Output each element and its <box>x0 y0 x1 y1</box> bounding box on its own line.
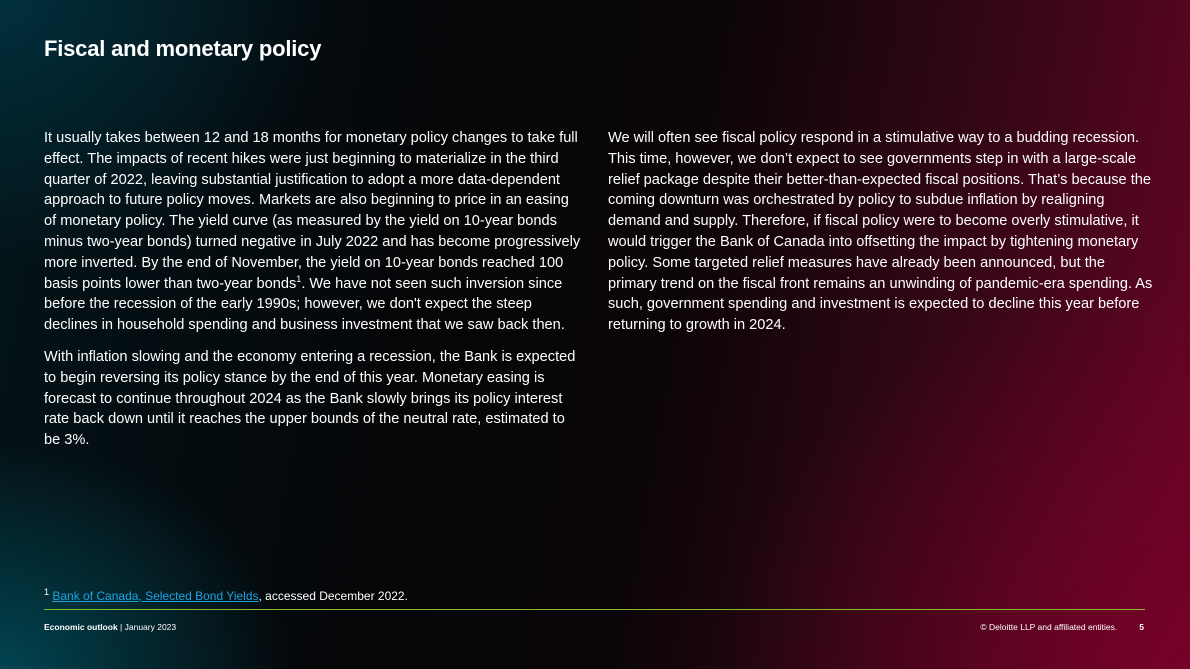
footnote-suffix: , accessed December 2022. <box>258 589 408 603</box>
right-column <box>608 128 1156 347</box>
footer-right <box>980 622 1144 632</box>
footnote <box>44 589 408 603</box>
paragraph-text: It usually takes between 12 and 18 months for monetary policy changes to take full effect. The impacts of recent hikes were just beginning to materialize in the third quarter of 2022, leaving substantial justification to adopt a more data-dependent approach to future policy moves. Markets are also beginning to price in an easing of monetary policy. The yield curve (as measured by the yield on 10-year bonds minus two-year bonds) turned negative in July 2022 and has become progressively more inverted. By the end of November, the yield on 10-year bonds reached 100 basis points lower than two-year bonds <box>44 130 581 292</box>
footer-separator: | <box>117 622 125 632</box>
page-number: 5 <box>1139 622 1144 632</box>
paragraph-monetary-policy <box>44 128 584 336</box>
paragraph-inflation-outlook: With inflation slowing and the economy entering a recession, the Bank is expected to begin reversing its policy stance by the end of this year. Monetary easing is forecast to continue throughout 2024 as the Bank slowly brings its policy interest rate back down until it reaches the upper bounds of the neutral rate, estimated to be 3%. <box>44 348 576 449</box>
left-column <box>44 128 584 462</box>
page-title: Fiscal and monetary policy <box>44 36 322 61</box>
paragraph-fiscal-policy: We will often see fiscal policy respond in a stimulative way to a budding recession. This time, however, we don’t expect to see governments step in with a large-scale relief package despite their better-than-expected fiscal positions. That’s because the coming downturn was orchestrated by policy to subdue inflation by realigning demand and supply. Therefore, if fiscal policy were to become overly stimulative, it would trigger the Bank of Canada into offsetting the impact by tightening monetary policy. Some targeted relief measures have already been announced, but the primary trend on the fiscal front remains an unwinding of pandemic-era spending. As such, government spending and investment is expected to decline this year before returning to growth in 2024. <box>608 130 1153 334</box>
copyright-text: © Deloitte LLP and affiliated entities. <box>980 622 1118 632</box>
footnote-source-link[interactable]: Bank of Canada, Selected Bond Yields <box>52 589 259 603</box>
footnote-reference: 1 <box>296 273 302 284</box>
paragraph-text: . We have not seen such inversion since before the recession of the early 1990s; however, we don't expect the steep declines in household spending and business investment that we saw back then. <box>44 275 565 334</box>
footer-publication <box>44 622 176 632</box>
footer-divider <box>44 609 1145 610</box>
footer-date: January 2023 <box>124 622 177 632</box>
footer-publication-name: Economic outlook <box>44 622 118 632</box>
footnote-marker: 1 <box>44 587 50 597</box>
